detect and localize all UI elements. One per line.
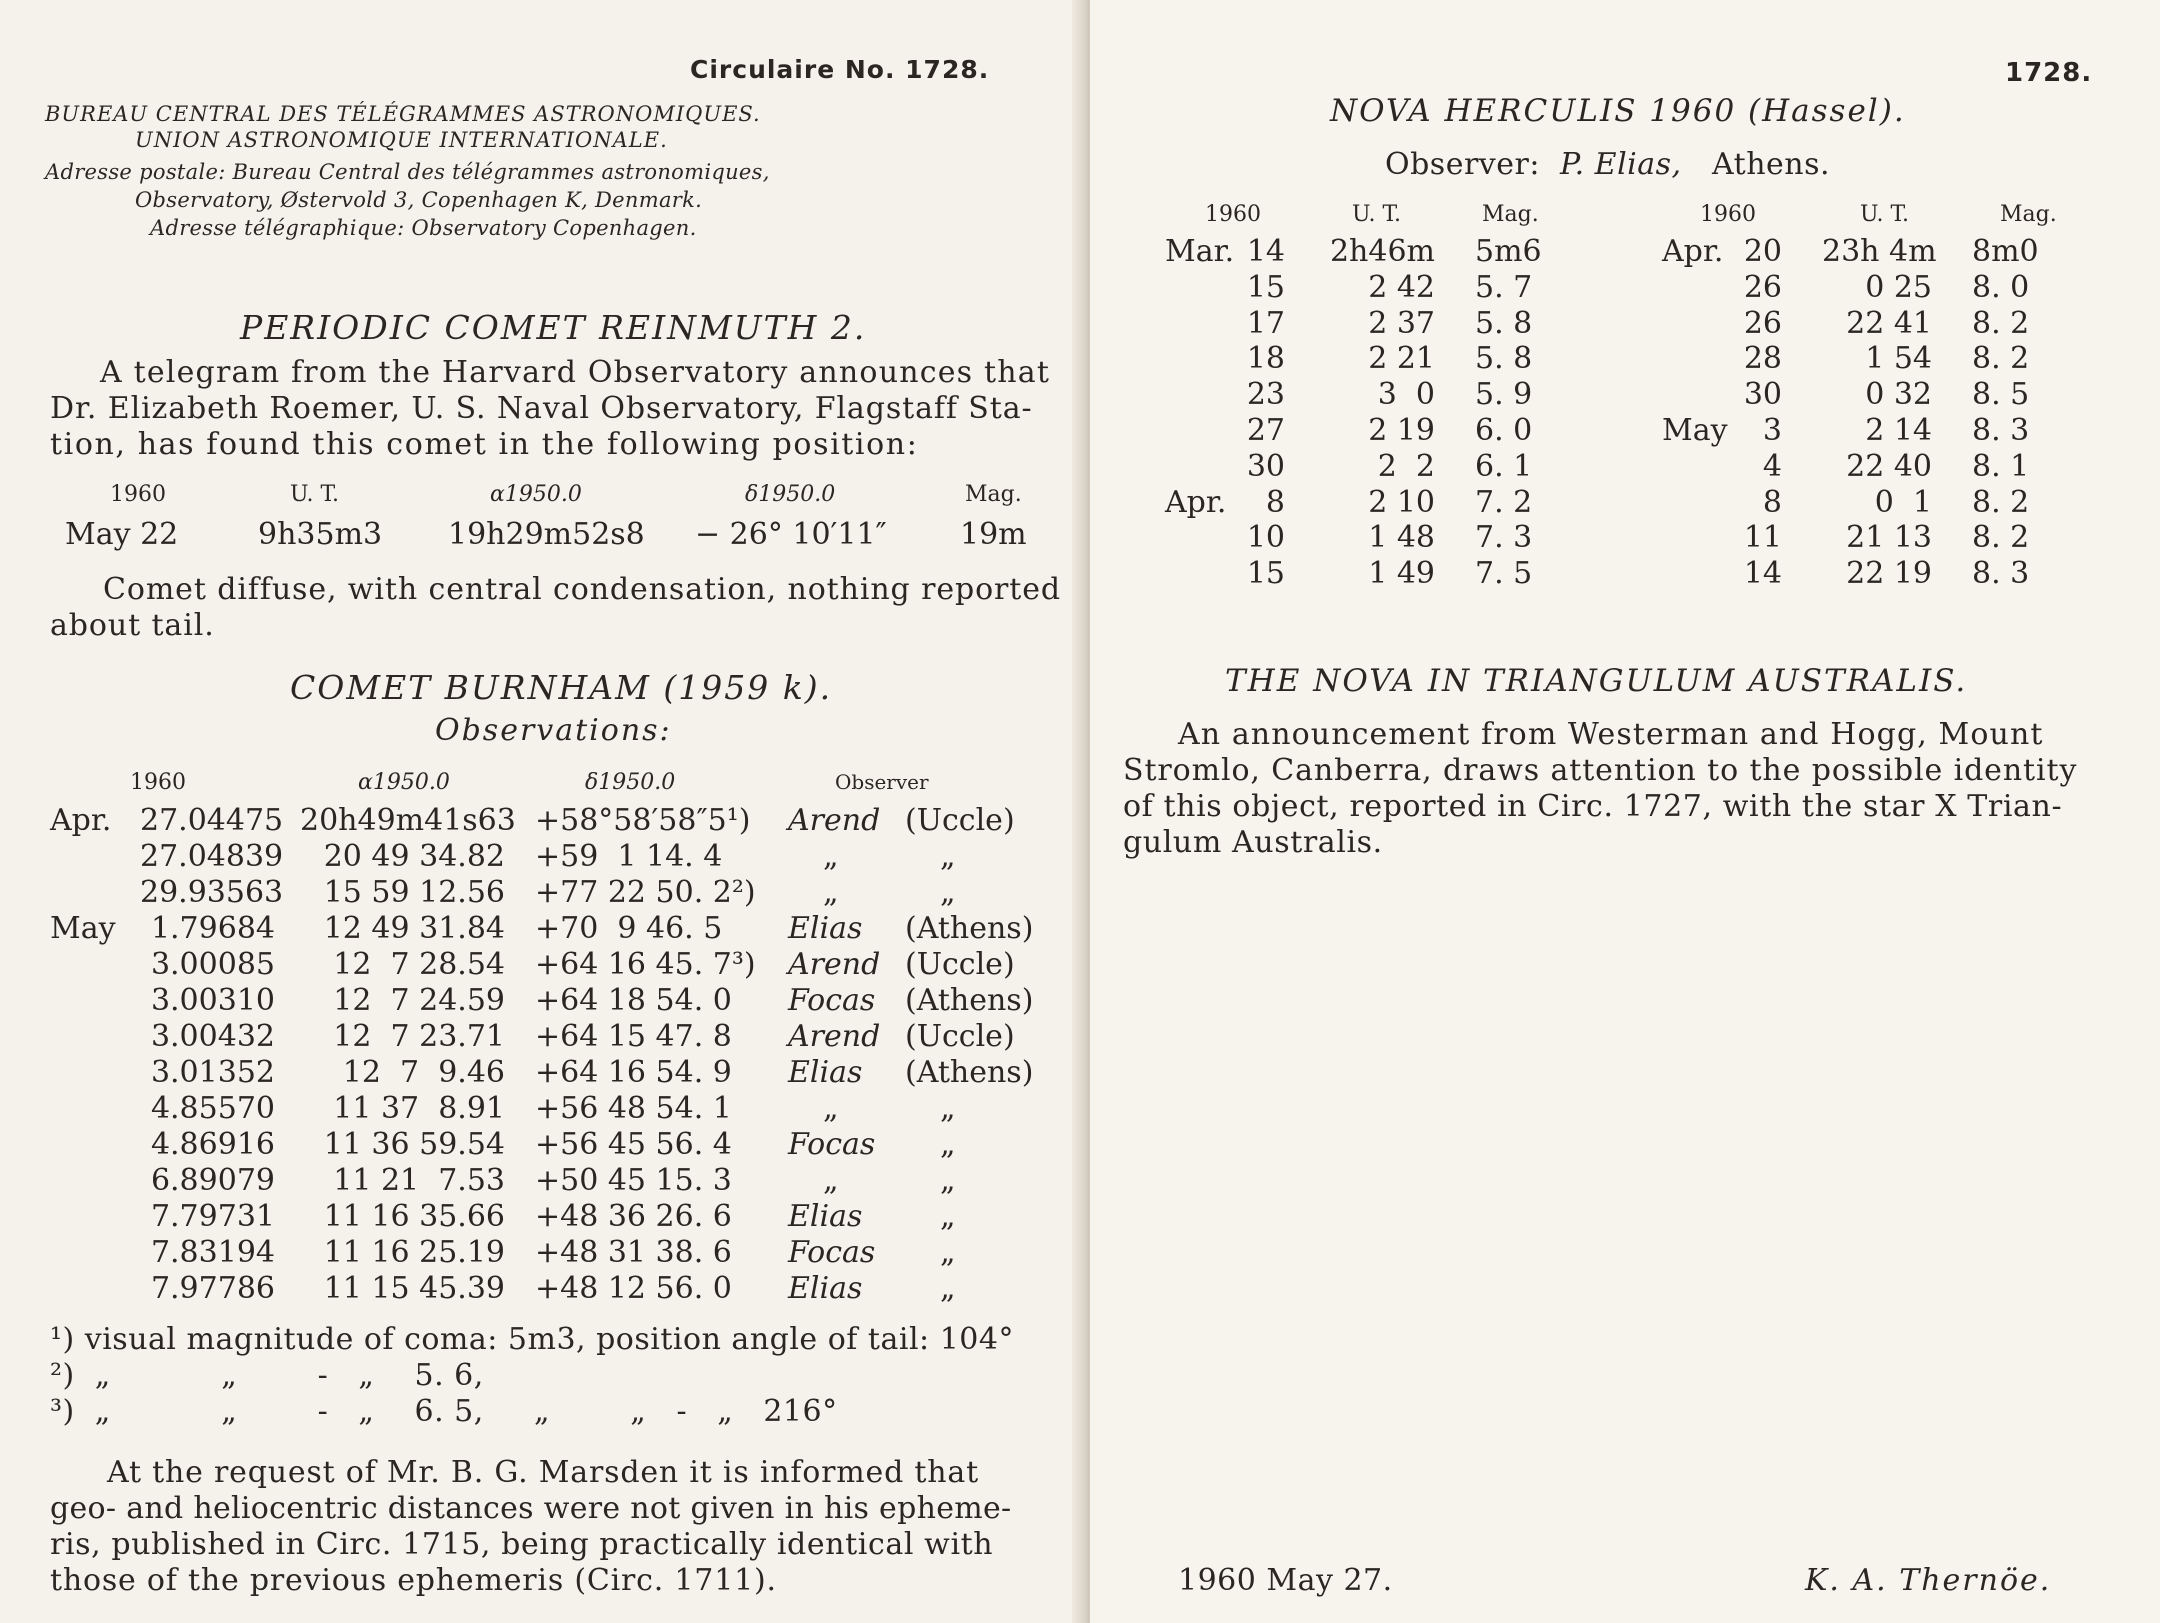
burnham-row-9-date: 4.85570 — [150, 1091, 275, 1126]
nova-header-ut-b: U. T. — [1860, 202, 1909, 227]
triangulum-line-2: Stromlo, Canberra, draws attention to the possible identity — [1123, 753, 2078, 788]
nova-a-row-4-ut: 2 21 — [1368, 341, 1435, 377]
burnham-row-2-date: 27.04839 — [140, 839, 284, 874]
burnham-row-7-place: (Uccle) — [905, 1019, 1015, 1054]
bureau-line-1: BUREAU CENTRAL DES TÉLÉGRAMMES ASTRONOMIQUES. — [45, 102, 761, 126]
nova-b-row-1-mag: 8m0 — [1972, 234, 2039, 269]
nova-a-row-10-day: 15 — [1246, 556, 1285, 592]
nova-a-row-9-mag: 7. 3 — [1475, 520, 1533, 556]
reinmuth-note-2: about tail. — [50, 608, 215, 643]
nova-a-row-5-day: 23 — [1246, 377, 1285, 413]
burnham-row-9-place: „ — [940, 1091, 956, 1126]
nova-b-row-10-day: 14 — [1743, 556, 1782, 592]
burnham-row-9-dec: +56 48 54. 1 — [535, 1091, 732, 1126]
nova-b-row-2-mag: 8. 0 — [1972, 269, 2030, 305]
observer-label: Observer: — [1385, 147, 1540, 182]
nova-a-row-10-mag: 7. 5 — [1475, 556, 1533, 592]
nova-b-row-5-day: 30 — [1743, 377, 1782, 413]
burnham-row-6-dec: +64 18 54. 0 — [535, 983, 732, 1018]
nova-b-row-8-day: 8 — [1762, 484, 1782, 520]
triangulum-line-1-text: An announcement from Westerman and Hogg, Mount — [1178, 717, 2044, 752]
burnham-row-7-date: 3.00432 — [150, 1019, 275, 1054]
nova-header-mag-b: Mag. — [2000, 202, 2057, 227]
burnham-row-4-ra: 12 49 31.84 — [323, 911, 505, 946]
nova-a-row-9-ut: 1 48 — [1368, 520, 1435, 556]
reinmuth-ra: 19h29m52s8 — [448, 517, 645, 552]
nova-b-row-4-day: 28 — [1743, 341, 1782, 377]
nova-a-row-8-day: 8 — [1265, 484, 1285, 520]
issue-date: 1960 May 27. — [1178, 1563, 1393, 1598]
burnham-row-8-place: (Athens) — [905, 1055, 1034, 1090]
burnham-row-8-ra: 12 7 9.46 — [342, 1055, 505, 1090]
nova-b-row-9-ut: 21 13 — [1846, 520, 1932, 556]
nova-a-row-7-mag: 6. 1 — [1475, 448, 1533, 484]
triangulum-title: THE NOVA IN TRIANGULUM AUSTRALIS. — [1225, 663, 1968, 699]
burnham-header-year: 1960 — [130, 770, 186, 795]
closing-line-3: ris, published in Circ. 1715, being practically identical with — [50, 1527, 994, 1562]
nova-a-row-2-ut: 2 42 — [1368, 269, 1435, 305]
burnham-row-3-date: 29.93563 — [140, 875, 284, 910]
burnham-row-3-obs: „ — [823, 875, 839, 910]
reinmuth-line-2: Dr. Elizabeth Roemer, U. S. Naval Observatory, Flagstaff Sta- — [50, 391, 1033, 426]
burnham-row-13-date: 7.83194 — [150, 1235, 275, 1270]
nova-a-row-6-mag: 6. 0 — [1475, 413, 1533, 448]
nova-header-year-a: 1960 — [1205, 202, 1261, 227]
bureau-line-5: Adresse télégraphique: Observatory Copenhagen. — [150, 216, 697, 240]
burnham-row-2-obs: „ — [823, 839, 839, 874]
nova-a-row-6-day: 27 — [1246, 413, 1285, 448]
nova-a-row-7-ut: 2 2 — [1377, 448, 1435, 484]
burnham-row-12-obs: Elias — [788, 1199, 863, 1234]
burnham-row-13-ra: 11 16 25.19 — [323, 1235, 505, 1270]
nova-b-row-6-day: 3 — [1762, 413, 1782, 448]
nova-b-row-1-day: 20 — [1743, 234, 1782, 269]
burnham-row-6-obs: Focas — [788, 983, 876, 1018]
nova-a-row-1-ut: 2h46m — [1329, 234, 1435, 269]
reinmuth-header-year: 1960 — [110, 482, 166, 507]
burnham-row-7-dec: +64 15 47. 8 — [535, 1019, 732, 1054]
closing-line-2: geo- and heliocentric distances were not given in his epheme- — [50, 1491, 1012, 1526]
burnham-row-5-ra: 12 7 28.54 — [333, 947, 505, 982]
burnham-row-1-month: Apr. — [50, 803, 112, 838]
nova-a-row-9-day: 10 — [1246, 520, 1285, 556]
burnham-row-3-dec: +77 22 50. 2²) — [535, 875, 756, 910]
reinmuth-title: PERIODIC COMET REINMUTH 2. — [240, 308, 867, 347]
burnham-footnote-3: ³) „ „ - „ 6. 5, „ „ - „ 216° — [50, 1394, 838, 1429]
burnham-row-10-dec: +56 45 56. 4 — [535, 1127, 732, 1162]
burnham-subtitle: Observations: — [435, 713, 672, 748]
nova-b-row-6-mag: 8. 3 — [1972, 413, 2030, 448]
burnham-row-2-dec: +59 1 14. 4 — [535, 839, 723, 874]
burnham-row-11-date: 6.89079 — [150, 1163, 275, 1198]
nova-a-row-3-mag: 5. 8 — [1475, 305, 1533, 341]
burnham-row-4-month: May — [50, 911, 116, 946]
burnham-row-5-date: 3.00085 — [150, 947, 275, 982]
closing-line-4: those of the previous ephemeris (Circ. 1711). — [50, 1563, 777, 1598]
nova-b-row-7-ut: 22 40 — [1846, 448, 1932, 484]
burnham-row-4-place: (Athens) — [905, 911, 1034, 946]
burnham-row-3-place: „ — [940, 875, 956, 910]
nova-b-row-7-day: 4 — [1762, 448, 1782, 484]
nova-a-row-3-ut: 2 37 — [1368, 305, 1435, 341]
observer-place: Athens. — [1712, 147, 1831, 182]
nova-b-row-5-ut: 0 32 — [1865, 377, 1932, 413]
reinmuth-header-dec: δ1950.0 — [745, 482, 836, 507]
burnham-row-1-obs: Arend — [788, 803, 881, 838]
nova-a-row-8-ut: 2 10 — [1368, 484, 1435, 520]
nova-b-row-4-ut: 1 54 — [1865, 341, 1932, 377]
burnham-row-10-place: „ — [940, 1127, 956, 1162]
burnham-row-1-ra: 20h49m41s63 — [300, 803, 516, 838]
burnham-row-1-dec: +58°58′58″5¹) — [535, 803, 751, 838]
nova-header-ut-a: U. T. — [1352, 202, 1401, 227]
burnham-row-4-dec: +70 9 46. 5 — [535, 911, 723, 946]
burnham-footnote-1: ¹) visual magnitude of coma: 5m3, position angle of tail: 104° — [50, 1322, 1014, 1357]
nova-b-row-4-mag: 8. 2 — [1972, 341, 2030, 377]
nova-b-row-9-mag: 8. 2 — [1972, 520, 2030, 556]
reinmuth-header-ra: α1950.0 — [490, 482, 582, 507]
nova-header-mag-a: Mag. — [1482, 202, 1539, 227]
nova-a-row-3-day: 17 — [1246, 305, 1285, 341]
burnham-row-12-place: „ — [940, 1199, 956, 1234]
nova-a-row-1-day: 14 — [1246, 234, 1285, 269]
nova-b-row-5-mag: 8. 5 — [1972, 377, 2030, 413]
nova-a-row-10-ut: 1 49 — [1368, 556, 1435, 592]
burnham-row-13-dec: +48 31 38. 6 — [535, 1235, 732, 1270]
burnham-row-13-place: „ — [940, 1235, 956, 1270]
nova-a-row-8-month: Apr. — [1165, 484, 1227, 520]
burnham-row-1-date: 27.04475 — [140, 803, 284, 838]
bureau-line-3: Adresse postale: Bureau Central des télégrammes astronomiques, — [45, 160, 770, 184]
reinmuth-line-3: tion, has found this comet in the following position: — [50, 427, 919, 462]
nova-a-row-1-mag: 5m6 — [1475, 234, 1542, 269]
reinmuth-date: May 22 — [65, 517, 179, 552]
nova-b-row-8-ut: 0 1 — [1874, 484, 1932, 520]
burnham-row-5-obs: Arend — [788, 947, 881, 982]
nova-a-row-4-mag: 5. 8 — [1475, 341, 1533, 377]
burnham-row-7-ra: 12 7 23.71 — [333, 1019, 505, 1054]
burnham-row-2-ra: 20 49 34.82 — [323, 839, 505, 874]
nova-b-row-6-ut: 2 14 — [1865, 413, 1932, 448]
nova-b-row-1-month: Apr. — [1662, 234, 1724, 269]
burnham-title: COMET BURNHAM (1959 k). — [290, 668, 833, 707]
nova-b-row-2-ut: 0 25 — [1865, 269, 1932, 305]
burnham-row-11-ra: 11 21 7.53 — [333, 1163, 505, 1198]
burnham-row-6-place: (Athens) — [905, 983, 1034, 1018]
nova-a-row-7-day: 30 — [1246, 448, 1285, 484]
burnham-row-12-date: 7.79731 — [150, 1199, 275, 1234]
burnham-row-3-ra: 15 59 12.56 — [323, 875, 505, 910]
circular-label: Circulaire No. 1728. — [690, 55, 990, 84]
burnham-header-observer: Observer — [835, 770, 929, 794]
nova-a-row-8-mag: 7. 2 — [1475, 484, 1533, 520]
page-number: 1728. — [2005, 58, 2093, 88]
burnham-row-12-dec: +48 36 26. 6 — [535, 1199, 732, 1234]
nova-herculis-title: NOVA HERCULIS 1960 (Hassel). — [1330, 93, 1906, 129]
triangulum-line-4: gulum Australis. — [1123, 825, 1383, 860]
burnham-row-5-place: (Uccle) — [905, 947, 1015, 982]
burnham-row-11-place: „ — [940, 1163, 956, 1198]
nova-b-row-2-day: 26 — [1743, 269, 1782, 305]
burnham-row-1-place: (Uccle) — [905, 803, 1015, 838]
burnham-row-11-dec: +50 45 15. 3 — [535, 1163, 732, 1198]
burnham-row-10-obs: Focas — [788, 1127, 876, 1162]
burnham-row-2-place: „ — [940, 839, 956, 874]
nova-b-row-3-ut: 22 41 — [1846, 305, 1932, 341]
reinmuth-dec: − 26° 10′11″ — [695, 517, 887, 552]
right-page — [1090, 0, 2160, 1623]
nova-b-row-3-mag: 8. 2 — [1972, 305, 2030, 341]
closing-line-1: At the request of Mr. B. G. Marsden it is informed that — [107, 1455, 979, 1490]
triangulum-line-1 — [1178, 717, 2044, 752]
burnham-row-14-obs: Elias — [788, 1271, 863, 1306]
reinmuth-header-ut: U. T. — [290, 482, 339, 507]
nova-a-row-6-ut: 2 19 — [1368, 413, 1435, 448]
nova-header-year-b: 1960 — [1700, 202, 1756, 227]
burnham-footnote-2: ²) „ „ - „ 5. 6, — [50, 1358, 484, 1393]
nova-a-row-5-ut: 3 0 — [1377, 377, 1435, 413]
nova-a-row-2-day: 15 — [1246, 269, 1285, 305]
burnham-row-12-ra: 11 16 35.66 — [323, 1199, 505, 1234]
nova-a-row-2-mag: 5. 7 — [1475, 269, 1533, 305]
burnham-row-14-dec: +48 12 56. 0 — [535, 1271, 732, 1306]
burnham-row-11-obs: „ — [823, 1163, 839, 1198]
triangulum-line-3: of this object, reported in Circ. 1727, with the star X Trian- — [1123, 789, 2063, 824]
burnham-row-4-obs: Elias — [788, 911, 863, 946]
burnham-header-dec: δ1950.0 — [585, 770, 676, 795]
burnham-row-14-place: „ — [940, 1271, 956, 1306]
nova-a-row-5-mag: 5. 9 — [1475, 377, 1533, 413]
reinmuth-header-mag: Mag. — [965, 482, 1022, 507]
nova-b-row-6-month: May — [1662, 413, 1728, 448]
reinmuth-ut: 9h35m3 — [258, 517, 383, 552]
signature: K. A. Thernöe. — [1805, 1563, 2052, 1598]
reinmuth-note-1: Comet diffuse, with central condensation, nothing reported — [103, 572, 1062, 607]
burnham-row-4-date: 1.79684 — [150, 911, 275, 946]
burnham-row-8-date: 3.01352 — [150, 1055, 275, 1090]
burnham-row-14-date: 7.97786 — [150, 1271, 275, 1306]
burnham-row-10-date: 4.86916 — [150, 1127, 275, 1162]
bureau-line-4: Observatory, Østervold 3, Copenhagen K, Denmark. — [135, 188, 703, 212]
nova-b-row-1-ut: 23h 4m — [1822, 234, 1937, 269]
nova-b-row-3-day: 26 — [1743, 305, 1782, 341]
burnham-row-13-obs: Focas — [788, 1235, 876, 1270]
nova-b-row-8-mag: 8. 2 — [1972, 484, 2030, 520]
nova-b-row-7-mag: 8. 1 — [1972, 448, 2030, 484]
observer-name: P. Elias, — [1560, 147, 1682, 182]
nova-a-row-4-day: 18 — [1246, 341, 1285, 377]
reinmuth-line-1: A telegram from the Harvard Observatory announces that — [100, 355, 1051, 390]
burnham-row-9-ra: 11 37 8.91 — [333, 1091, 505, 1126]
burnham-row-14-ra: 11 15 45.39 — [323, 1271, 505, 1306]
burnham-row-8-dec: +64 16 54. 9 — [535, 1055, 732, 1090]
nova-b-row-10-ut: 22 19 — [1846, 556, 1932, 592]
bureau-line-2: UNION ASTRONOMIQUE INTERNATIONALE. — [135, 128, 668, 152]
burnham-row-6-ra: 12 7 24.59 — [333, 983, 505, 1018]
burnham-row-9-obs: „ — [823, 1091, 839, 1126]
burnham-row-8-obs: Elias — [788, 1055, 863, 1090]
burnham-row-5-dec: +64 16 45. 7³) — [535, 947, 756, 982]
nova-b-row-10-mag: 8. 3 — [1972, 556, 2030, 592]
burnham-header-ra: α1950.0 — [358, 770, 450, 795]
nova-a-row-1-month: Mar. — [1165, 234, 1235, 269]
reinmuth-mag: 19m — [960, 517, 1027, 552]
burnham-row-7-obs: Arend — [788, 1019, 881, 1054]
nova-b-row-9-day: 11 — [1743, 520, 1782, 556]
burnham-row-10-ra: 11 36 59.54 — [323, 1127, 505, 1162]
burnham-row-6-date: 3.00310 — [150, 983, 275, 1018]
